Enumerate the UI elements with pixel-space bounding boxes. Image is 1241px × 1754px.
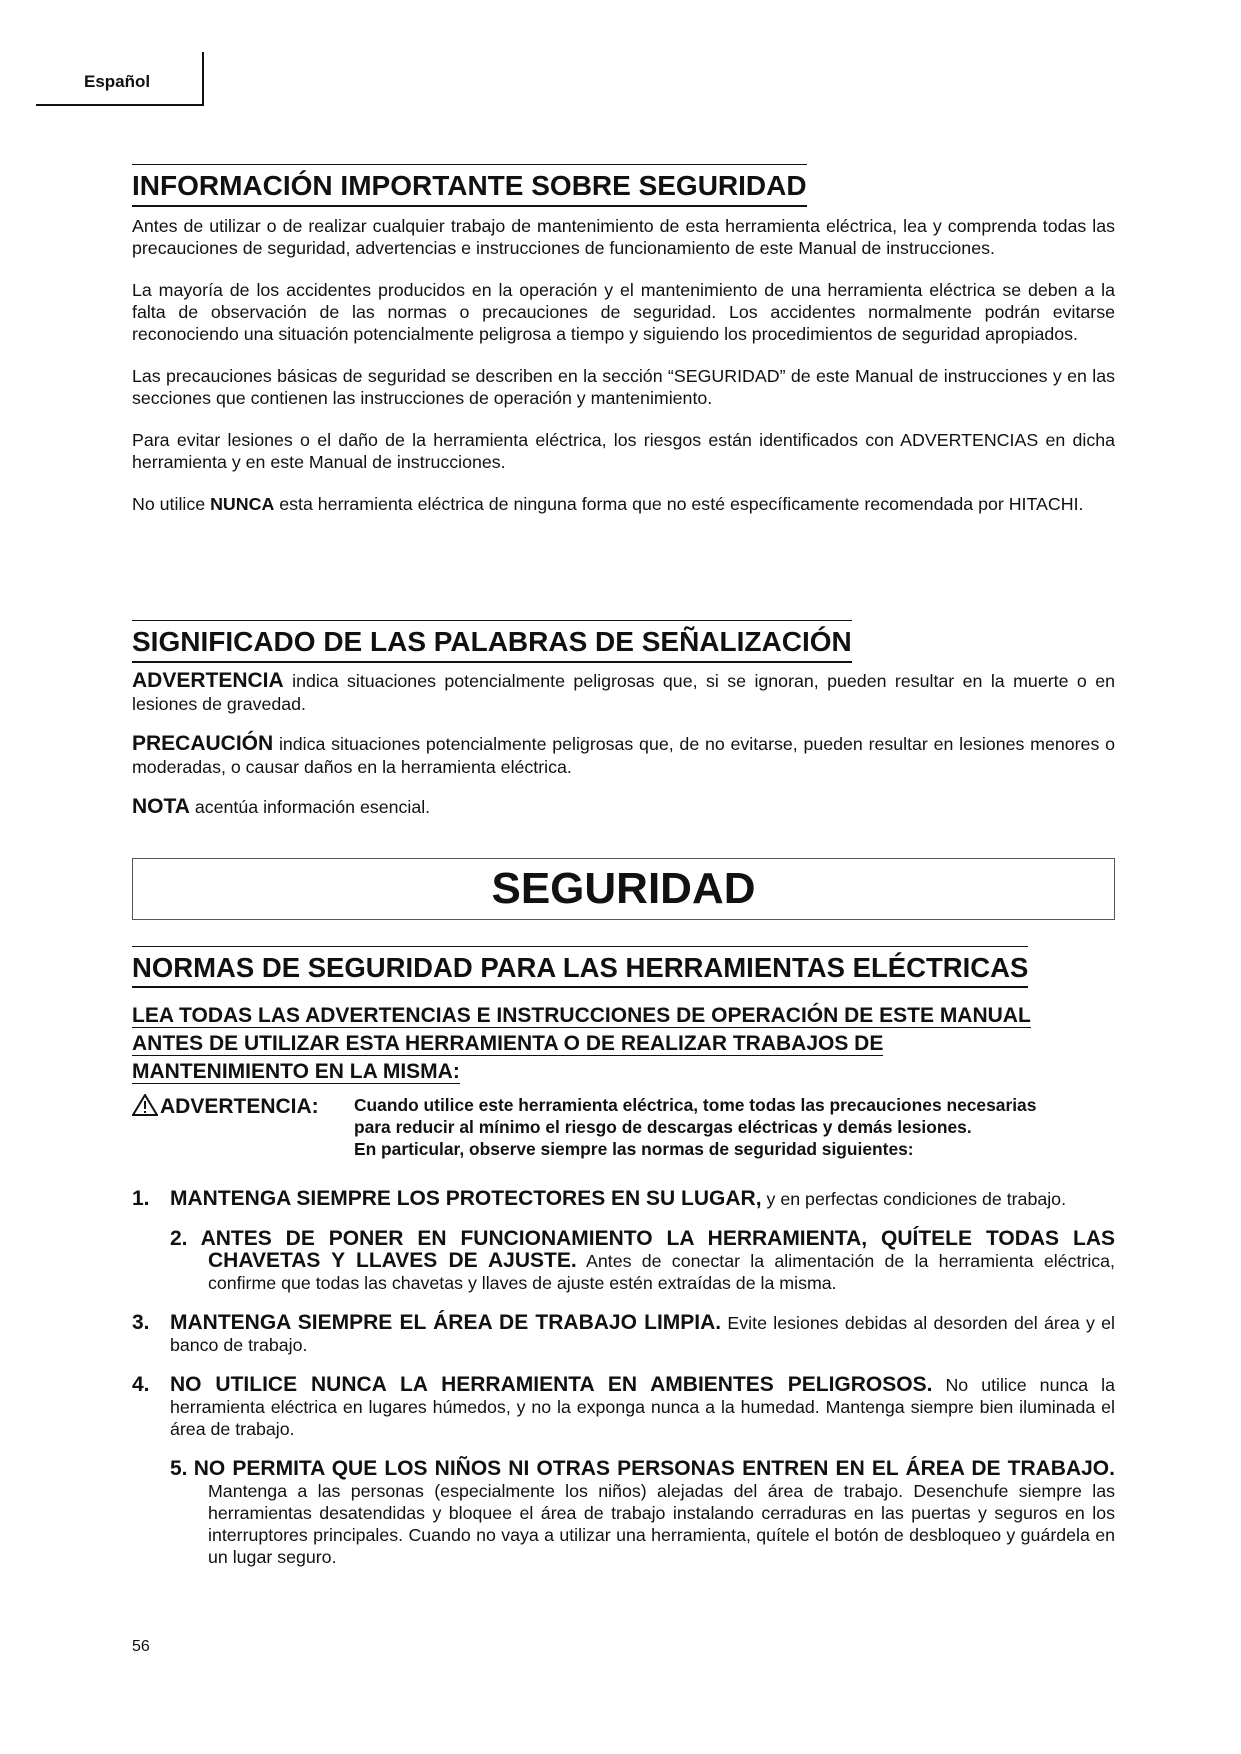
warning-text xyxy=(354,1094,1036,1160)
rule-number: 4. xyxy=(132,1373,150,1397)
rule-text: Evite lesiones debidas al desorden del área y el banco de trabajo. xyxy=(170,1313,1115,1356)
section-important-info xyxy=(132,164,1115,515)
rule-number: 2. xyxy=(170,1227,188,1251)
rule-item-2 xyxy=(132,1228,1115,1294)
precaucion-word: PRECAUCIÓN xyxy=(132,731,274,755)
rule-text: No utilice nunca la herramienta eléctrica en lugares húmedos, y no la exponga nunca a la humedad. Mantenga siempre bien iluminada el área de trabajo. xyxy=(170,1375,1115,1440)
signal-precaucion xyxy=(132,732,1115,779)
rule-number: 5. xyxy=(170,1457,188,1481)
nota-word: NOTA xyxy=(132,794,190,818)
signal-advertencia xyxy=(132,669,1115,716)
advertencia-text: indica situaciones potencialmente peligrosas que, si se ignoran, pueden resultar en la muerte o en lesiones de gravedad. xyxy=(132,670,1115,714)
advertencia-word: ADVERTENCIA xyxy=(132,668,284,692)
section-safety-rules xyxy=(132,946,1115,1586)
info-paragraph-1: Antes de utilizar o de realizar cualquier trabajo de mantenimiento de esta herramienta eléctrica, lea y comprenda todas las precauciones de seguridad, advertencias e instrucciones de funcionamiento de este Manual de instrucciones. xyxy=(132,215,1115,258)
warning-triangle-icon xyxy=(132,1094,158,1116)
warning-label: ADVERTENCIA: xyxy=(160,1095,319,1119)
section-title-rules: NORMAS DE SEGURIDAD PARA LAS HERRAMIENTAS ELÉCTRICAS xyxy=(132,946,1028,988)
section-signal-words xyxy=(132,620,1115,835)
precaucion-text: indica situaciones potencialmente peligrosas que, de no evitarse, pueden resultar en lesiones menores o moderadas, o causar daños en la herramienta eléctrica. xyxy=(132,733,1115,777)
p5-pre: No utilice xyxy=(132,493,211,514)
warning-block xyxy=(132,1094,1115,1160)
rule-item-3 xyxy=(132,1312,1115,1356)
rule-number: 1. xyxy=(132,1187,150,1211)
rules-list xyxy=(132,1188,1115,1568)
info-paragraph-5 xyxy=(132,493,1115,515)
rule-text: y en perfectas condiciones de trabajo. xyxy=(761,1189,1067,1210)
seguridad-banner: SEGURIDAD xyxy=(132,858,1115,920)
section-title-signal: SIGNIFICADO DE LAS PALABRAS DE SEÑALIZACIÓN xyxy=(132,620,852,663)
rule-item-5 xyxy=(132,1458,1115,1568)
warning-line-2: para reducir al mínimo el riesgo de descargas eléctricas y demás lesiones. xyxy=(354,1117,972,1138)
rule-lead: NO UTILICE NUNCA LA HERRAMIENTA EN AMBIENTES PELIGROSOS. xyxy=(170,1373,933,1397)
warning-label-wrap xyxy=(132,1094,354,1160)
rule-lead: ANTES DE PONER EN FUNCIONAMIENTO LA HERRAMIENTA, QUÍTELE TODAS LAS CHAVETAS Y LLAVES DE AJUSTE. xyxy=(200,1227,1115,1273)
info-paragraph-4: Para evitar lesiones o el daño de la herramienta eléctrica, los riesgos están identificados con ADVERTENCIAS en dicha herramienta y en este Manual de instrucciones. xyxy=(132,429,1115,472)
section-title-info: INFORMACIÓN IMPORTANTE SOBRE SEGURIDAD xyxy=(132,164,807,207)
nota-text: acentúa información esencial. xyxy=(189,796,431,817)
rule-item-1 xyxy=(132,1188,1115,1210)
rule-text: Antes de conectar la alimentación de la herramienta eléctrica, confirme que todas las chavetas y llaves de ajuste estén extraídas de la misma. xyxy=(208,1251,1115,1294)
info-paragraph-3: Las precauciones básicas de seguridad se describen en la sección “SEGURIDAD” de este Manual de instrucciones y en las secciones que contienen las instrucciones de operación y mantenimiento. xyxy=(132,365,1115,408)
page-number: 56 xyxy=(132,1638,150,1655)
lea-line-3: MANTENIMIENTO EN LA MISMA: xyxy=(132,1060,460,1084)
rule-lead: MANTENGA SIEMPRE EL ÁREA DE TRABAJO LIMPIA. xyxy=(170,1311,722,1335)
nunca-bold: NUNCA xyxy=(210,493,275,514)
lea-line-1: LEA TODAS LAS ADVERTENCIAS E INSTRUCCIONES DE OPERACIÓN DE ESTE MANUAL xyxy=(132,1004,1031,1028)
info-paragraph-2: La mayoría de los accidentes producidos en la operación y el mantenimiento de una herramienta eléctrica se deben a la falta de observación de las normas o precauciones de seguridad. Los accidentes normalmente podrán evitarse reconociendo una situación potencialmente peligrosa a tiempo y siguiendo los procedimientos de seguridad apropiados. xyxy=(132,279,1115,344)
warning-line-3: En particular, observe siempre las normas de seguridad siguientes: xyxy=(354,1139,914,1160)
rule-text: Mantenga a las personas (especialmente los niños) alejadas del área de trabajo. Desenchufe siempre las herramientas desatendidas y bloquee el área de trabajo instalando cerraduras en las puertas y seguros en los interruptores principales. Cuando no vaya a utilizar una herramienta, quítele el botón de desbloqueo y guárdela en un lugar seguro. xyxy=(208,1481,1115,1568)
language-tab: Español xyxy=(36,52,204,106)
rule-number: 3. xyxy=(132,1311,150,1335)
warning-line-1: Cuando utilice este herramienta eléctrica, tome todas las precauciones necesarias xyxy=(354,1095,1037,1116)
rule-lead: NO PERMITA QUE LOS NIÑOS NI OTRAS PERSONAS ENTREN EN EL ÁREA DE TRABAJO. xyxy=(193,1457,1115,1481)
lea-instructions xyxy=(132,1002,1115,1086)
signal-nota xyxy=(132,795,1115,819)
p5-post: esta herramienta eléctrica de ninguna forma que no esté específicamente recomendada por HITACHI. xyxy=(274,493,1084,514)
lea-line-2: ANTES DE UTILIZAR ESTA HERRAMIENTA O DE REALIZAR TRABAJOS DE xyxy=(132,1032,884,1056)
rule-item-4 xyxy=(132,1374,1115,1440)
rule-lead: MANTENGA SIEMPRE LOS PROTECTORES EN SU LUGAR, xyxy=(170,1187,762,1211)
